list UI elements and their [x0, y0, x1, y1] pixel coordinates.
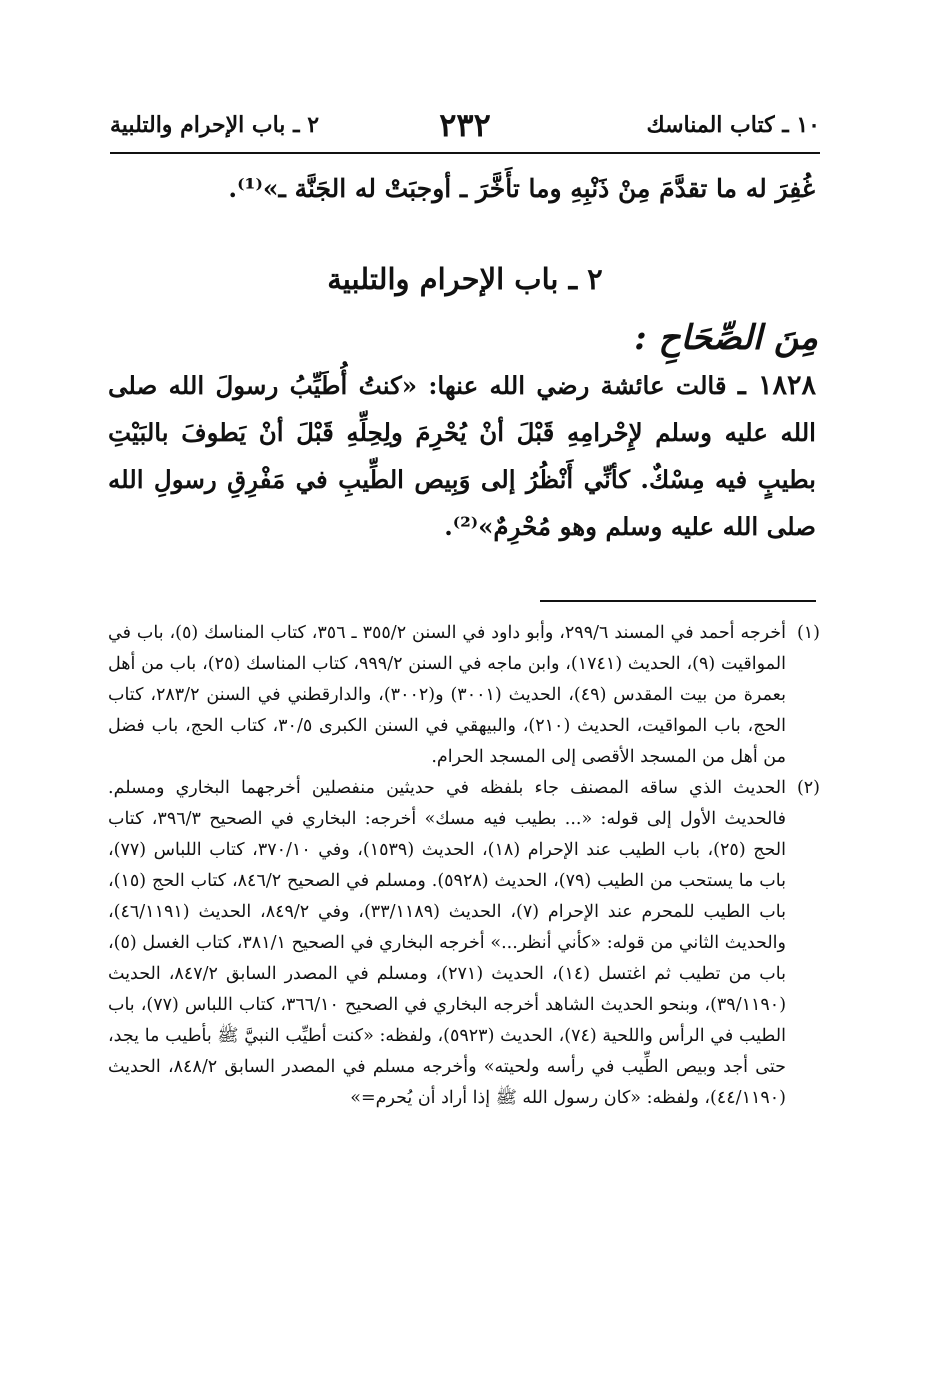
footnote-text: الحديث الذي ساقه المصنف جاء بلفظه في حديثين منفصلين أخرجهما البخاري ومسلم. فالحديث الأول إلى قوله: «... بطيب فيه مسك» أخرجه: البخاري في الصحيح ٣٩٦/٣، كتاب الحج (٢٥)، باب الطيب عند الإحرام (١٨)، الحديث (١٥٣٩)، وفي ٣٧٠/١٠، كتاب اللباس (٧٧)، باب ما يستحب من الطيب (٧٩)، الحديث (٥٩٢٨). ومسلم في الصحيح ٨٤٦/٢، كتاب الحج (١٥)، باب الطيب للمحرم عند الإحرام (٧)، الحديث (٣٣/١١٨٩)، وفي ٨٤٩/٢، الحديث (٤٦/١١٩١)، والحديث الثاني من قوله: «كأني أنظر...» أخرجه البخاري في الصحيح ٣٨١/١، كتاب الغسل (٥)، باب من تطيب ثم اغتسل (١٤)، الحديث (٢٧١)، ومسلم في المصدر السابق ٨٤٧/٢، الحديث (٣٩/١١٩٠)، وبنحو الحديث الشاهد أخرجه البخاري في الصحيح ٣٦٦/١٠، كتاب اللباس (٧٧)، باب الطيب في الرأس واللحية (٧٤)، الحديث (٥٩٢٣)، ولفظه: «كنت أطيِّب النبيَّ ﷺ بأطيب ما يجد، حتى أجد وبيص الطِّيب في رأسه ولحيته» وأخرجه مسلم في المصدر السابق ٨٤٨/٢، الحديث (٤٤/١١٩٠)، ولفظه: «كان رسول الله ﷺ إذا أراد أن يُحرم=»: [108, 778, 787, 1108]
section-label: مِنَ الصِّحَاحِ :: [634, 318, 818, 358]
page-number: ٢٣٢: [439, 106, 491, 144]
hadith-number: ١٨٢٨ ـ: [737, 370, 817, 401]
header-book-title: ١٠ ـ كتاب المناسك: [646, 112, 820, 138]
header-chapter-title: ٢ ـ باب الإحرام والتلبية: [110, 112, 320, 138]
continued-hadith-text: غُفِرَ له ما تقدَّمَ مِنْ ذَنْبِهِ وما تأَخَّرَ ـ أوجبَتْ له الجَنَّة ـ»⁽¹⁾.: [228, 174, 815, 203]
chapter-title: ٢ ـ باب الإحرام والتلبية: [327, 262, 603, 296]
header-divider: [110, 152, 820, 154]
footnote-text: أخرجه أحمد في المسند ٢٩٩/٦، وأبو داود في السنن ٣٥٥/٢ ـ ٣٥٦، كتاب المناسك (٥)، باب في المواقيت (٩)، الحديث (١٧٤١)، وابن ماجه في السنن ٩٩٩/٢، كتاب المناسك (٢٥)، باب من أهل بعمرة من بيت المقدس (٤٩)، الحديث (٣٠٠١) و(٣٠٠٢)، والدارقطني في السنن ٢٨٣/٢، كتاب الحج، باب المواقيت، الحديث (٢١٠)، والبيهقي في السنن الكبرى ٣٠/٥، كتاب الحج، باب فضل من أهل من المسجد الأقصى إلى المسجد الحرام.: [108, 623, 787, 767]
hadith-paragraph: [108, 362, 816, 550]
hadith-text: قالت عائشة رضي الله عنها: «كنتُ أُطَيِّبُ رسولَ الله صلى الله عليه وسلم لإِحْرامِهِ قَبْلَ أنْ يُحْرِمَ ولِحِلِّهِ قَبْلَ أنْ يَطوفَ بالبَيْتِ بطيبٍ فيه مِسْكٌ. كأنِّي أَنْظُرُ إلى وَبِيص الطِّيبِ في مَفْرِقِ رسولِ الله صلى الله عليه وسلم وهو مُحْرِمٌ»⁽²⁾.: [108, 371, 816, 541]
footnote-divider: [540, 600, 816, 602]
footnote-marker: (١): [796, 623, 820, 643]
running-header: [110, 106, 820, 148]
footnote-marker: (٢): [796, 778, 820, 798]
footnote-1: [108, 618, 820, 773]
footnotes: [108, 618, 820, 1114]
footnote-2: [108, 773, 820, 1114]
